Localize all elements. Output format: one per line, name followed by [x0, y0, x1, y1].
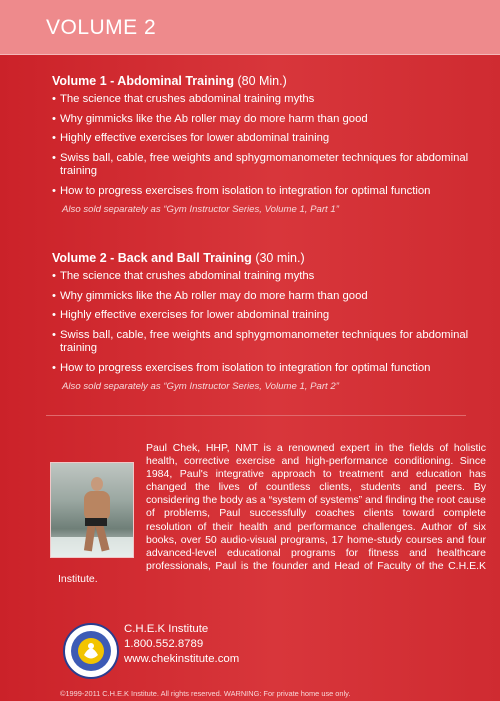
volume-2-list — [52, 270, 472, 375]
list-item: • The science that crushes abdominal training myths — [52, 270, 472, 284]
list-item: • Why gimmicks like the Ab roller may do more harm than good — [52, 113, 472, 127]
section-divider — [46, 415, 466, 416]
photo-spacer — [58, 442, 146, 562]
list-item: • Swiss ball, cable, free weights and sphygmomanometer techniques for abdominal training — [52, 152, 472, 179]
list-item: • Swiss ball, cable, free weights and sphygmomanometer techniques for abdominal training — [52, 329, 472, 356]
volume-1-heading — [52, 74, 472, 88]
list-item: • The science that crushes abdominal training myths — [52, 93, 472, 107]
bio-text-block — [58, 442, 486, 586]
volume-1-list — [52, 93, 472, 198]
volume-2-title: Volume 2 - Back and Ball Training — [52, 251, 252, 265]
volume-2-also-sold: Also sold separately as “Gym Instructor Series, Volume 1, Part 2” — [62, 381, 339, 392]
copyright-footer: ©1999-2011 C.H.E.K Institute. All rights reserved. WARNING: For private home use only. — [60, 689, 351, 698]
phone-number: 1.800.552.8789 — [124, 638, 204, 650]
list-item: • Why gimmicks like the Ab roller may do more harm than good — [52, 290, 472, 304]
volume-2-heading — [52, 251, 472, 265]
volume-1-title: Volume 1 - Abdominal Training — [52, 74, 234, 88]
volume-2-section — [52, 251, 472, 392]
list-item: • Highly effective exercises for lower abdominal training — [52, 132, 472, 146]
list-item: • How to progress exercises from isolation to integration for optimal function — [52, 185, 472, 199]
page-title: VOLUME 2 — [46, 16, 157, 39]
website-link[interactable]: www.chekinstitute.com — [124, 653, 240, 665]
header-band — [0, 0, 500, 55]
list-item: • Highly effective exercises for lower abdominal training — [52, 309, 472, 323]
volume-2-duration: (30 min.) — [255, 251, 305, 265]
chek-institute-logo — [62, 622, 120, 680]
list-item: • How to progress exercises from isolation to integration for optimal function — [52, 362, 472, 376]
volume-1-also-sold: Also sold separately as “Gym Instructor Series, Volume 1, Part 1” — [62, 204, 339, 215]
institute-name: C.H.E.K Institute — [124, 623, 209, 635]
volume-1-duration: (80 Min.) — [237, 74, 287, 88]
contact-block — [124, 622, 239, 667]
volume-1-section — [52, 74, 472, 215]
bio-paragraph: Paul Chek, HHP, NMT is a renowned expert in the fields of holistic health, corrective exercise and high-performance conditioning. Since 1984, Paul's integrative approach to treatment and education has changed the lives of countless clients, students and peers. By considering the body as a “system of systems” and finding the root cause of problems, Paul successfully coaches clients toward complete resolution of their health and performance challenges. Author of six books, over 50 audio-visual programs, 17 home-study courses and four advanced-level educational programs for fitness and healthcare professionals, Paul is the founder and Head of Faculty of the C.H.E.K Institute. — [58, 442, 486, 585]
